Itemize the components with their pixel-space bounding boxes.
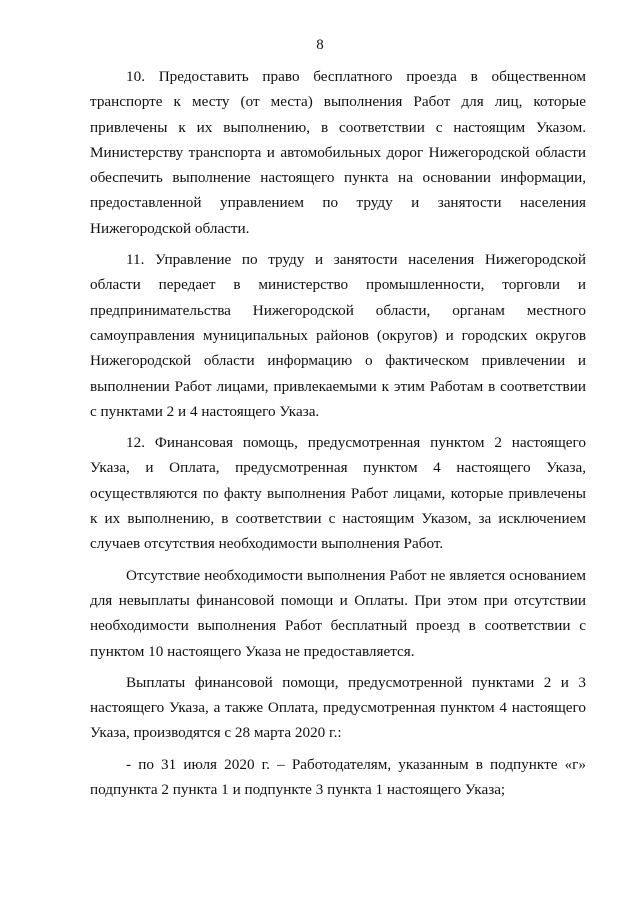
paragraph-12: 12. Финансовая помощь, предусмотренная пунктом 2 настоящего Указа, и Оплата, предусмотренная пунктом 4 настоящего Указа, осуществляются по факту выполнения Работ лицами, которые привлечены к их выполнению, в соответствии с настоящим Указом, за исключением случаев отсутствия необходимости выполнения Работ. — [90, 434, 586, 553]
paragraph-11: 11. Управление по труду и занятости населения Нижегородской области передает в министерство промышленности, торговли и предпринимательства Нижегородской области, органам местного самоуправления муниципальных районов (округов) и городских округов Нижегородской области информацию о фактическом привлечении и выполнении Работ лицами, привлекаемыми к этим Работам в соответствии с пунктами 2 и 4 настоящего Указа. — [90, 251, 586, 420]
paragraph-no-necessity: Отсутствие необходимости выполнения Работ не является основанием для невыплаты финансовой помощи и Оплаты. При этом при отсутствии необходимости выполнения Работ бесплатный проезд в соответствии с пунктом 10 настоящего Указа не предоставляется. — [90, 566, 586, 660]
paragraph-payments: Выплаты финансовой помощи, предусмотренной пунктами 2 и 3 настоящего Указа, а также Оплата, предусмотренная пунктом 4 настоящего Указа, производятся с 28 марта 2020 г.: — [90, 673, 586, 742]
list-item-july-31: - по 31 июля 2020 г. – Работодателям, указанным в подпункте «г» подпункта 2 пункта 1 и подпункте 3 пункта 1 настоящего Указа; — [90, 755, 586, 799]
document-body — [90, 64, 586, 804]
page-number: 8 — [316, 37, 324, 53]
paragraph-10: 10. Предоставить право бесплатного проезда в общественном транспорте к месту (от места) выполнения Работ для лиц, которые привлечены к их выполнению, в соответствии с настоящим Указом. Министерству транспорта и автомобильных дорог Нижегородской области обеспечить выполнение настоящего пункта на основании информации, предоставленной управлением по труду и занятости населения Нижегородской области. — [90, 68, 586, 237]
